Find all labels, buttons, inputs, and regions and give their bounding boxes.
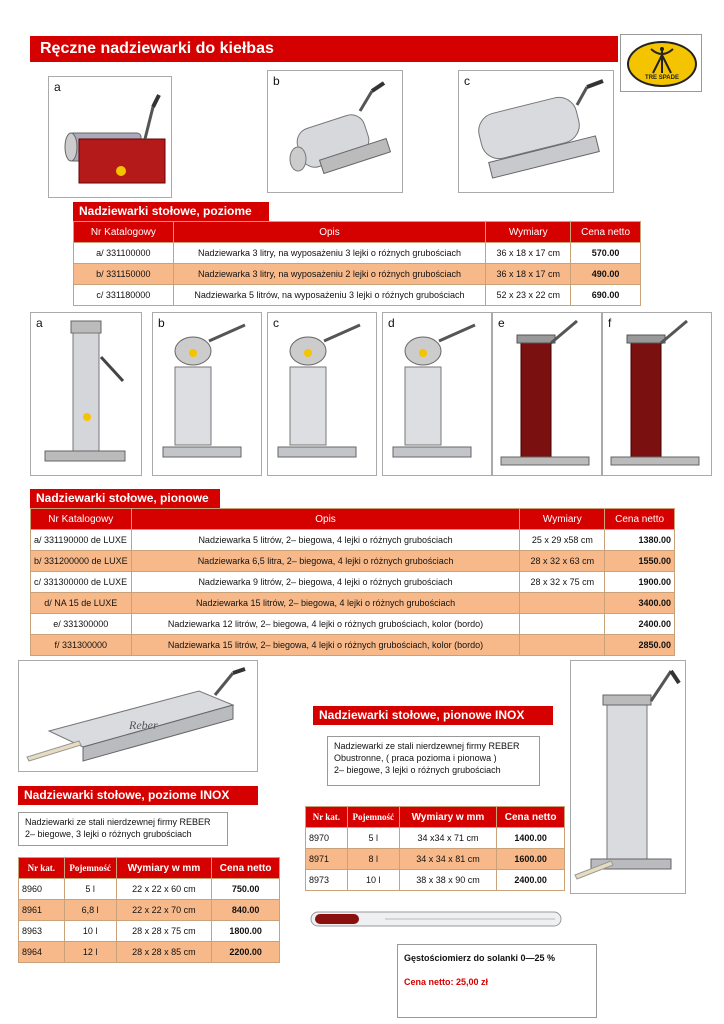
inox-vertical-table <box>305 806 565 891</box>
page-title: Ręczne nadziewarki do kiełbas <box>40 40 274 57</box>
product-photo-vertical-b <box>152 312 262 476</box>
cell-cena: 2400.00 <box>497 870 565 891</box>
table-row <box>31 593 675 614</box>
header-nr: Nr kat. <box>19 858 65 879</box>
brand-logo <box>620 34 702 92</box>
cell-nr: 8961 <box>19 900 65 921</box>
product-photo-vertical-c <box>267 312 377 476</box>
cell-pojemnosc: 6,8 l <box>64 900 116 921</box>
table-row <box>19 900 280 921</box>
inox-horizontal-stuffer-icon <box>19 661 257 771</box>
hydrometer-photo <box>305 900 567 940</box>
cell-wymiary: 28 x 28 x 75 cm <box>116 921 212 942</box>
section-title-horizontal: Nadziewarki stołowe, poziome <box>73 202 269 221</box>
hydrometer-title: Gęstościomierz do solanki 0—25 % <box>404 953 556 963</box>
cell-cena: 750.00 <box>212 879 280 900</box>
cell-wymiary: 28 x 28 x 85 cm <box>116 942 212 963</box>
photo-label: b <box>158 316 165 330</box>
table-row <box>31 530 675 551</box>
header-wymiary: Wymiary <box>520 509 605 530</box>
table-row <box>74 285 641 306</box>
cell-wymiary: 28 x 32 x 75 cm <box>520 572 605 593</box>
horizontal-stuffer-red-icon <box>49 77 171 197</box>
cell-nr: c/ 331300000 de LUXE <box>31 572 132 593</box>
cell-nr: 8970 <box>306 828 348 849</box>
swords-icon <box>643 45 681 75</box>
table-row <box>31 572 675 593</box>
photo-label: f <box>608 316 612 330</box>
inox-horizontal-description <box>18 812 228 846</box>
cell-wymiary <box>520 614 605 635</box>
desc-line: Nadziewarki ze stali nierdzewnej firmy REBER <box>25 817 211 827</box>
product-photo-vertical-e <box>492 312 602 476</box>
cell-cena: 1400.00 <box>497 828 565 849</box>
table-header-row <box>31 509 675 530</box>
cell-wymiary: 22 x 22 x 70 cm <box>116 900 212 921</box>
cell-opis: Nadziewarka 5 litrów, 2– biegowa, 4 lejki o różnych grubościach <box>131 530 520 551</box>
cell-opis: Nadziewarka 6,5 litra, 2– biegowa, 4 lejki o różnych grubościach <box>131 551 520 572</box>
product-photo-vertical-d <box>382 312 492 476</box>
desc-line: 2– biegowe, 3 lejki o różnych grubościach <box>25 829 192 839</box>
cell-cena: 570.00 <box>571 243 641 264</box>
inox-vertical-description <box>327 736 540 786</box>
horizontal-table <box>73 221 641 306</box>
cell-nr: 8964 <box>19 942 65 963</box>
cell-nr: a/ 331100000 <box>74 243 174 264</box>
logo-text: TRE SPADE <box>645 75 679 81</box>
cell-cena: 1900.00 <box>605 572 675 593</box>
table-row <box>74 243 641 264</box>
table-row <box>19 879 280 900</box>
cell-nr: b/ 331200000 de LUXE <box>31 551 132 572</box>
cell-wymiary <box>520 593 605 614</box>
cell-opis: Nadziewarka 15 litrów, 2– biegowa, 4 lejki o różnych grubościach, kolor (bordo) <box>131 635 520 656</box>
photo-label: a <box>54 80 61 94</box>
cell-cena: 1600.00 <box>497 849 565 870</box>
desc-line: 2– biegowe, 3 lejki o różnych grubościach <box>334 765 501 775</box>
photo-label: b <box>273 74 280 88</box>
table-row <box>19 942 280 963</box>
section-title-vertical: Nadziewarki stołowe, pionowe <box>30 489 220 508</box>
product-photo-horizontal-a <box>48 76 172 198</box>
header-wymiary: Wymiary <box>486 222 571 243</box>
hydrometer-icon <box>305 900 567 940</box>
vertical-stuffer-bordo-icon <box>603 313 711 475</box>
table-header-row <box>19 858 280 879</box>
cell-pojemnosc: 12 l <box>64 942 116 963</box>
vertical-stuffer-icon <box>153 313 261 475</box>
cell-cena: 2200.00 <box>212 942 280 963</box>
cell-nr: b/ 331150000 <box>74 264 174 285</box>
cell-pojemnosc: 10 l <box>64 921 116 942</box>
cell-cena: 3400.00 <box>605 593 675 614</box>
cell-cena: 840.00 <box>212 900 280 921</box>
cell-pojemnosc: 8 l <box>347 849 399 870</box>
cell-cena: 1380.00 <box>605 530 675 551</box>
header-opis: Opis <box>173 222 486 243</box>
header-pojemnosc: Pojemność <box>64 858 116 879</box>
cell-cena: 2850.00 <box>605 635 675 656</box>
cell-cena: 2400.00 <box>605 614 675 635</box>
vertical-stuffer-steel-icon <box>31 313 141 475</box>
brand-text-on-photo: Reber <box>129 718 158 732</box>
product-photo-vertical-a <box>30 312 142 476</box>
header-cena: Cena netto <box>571 222 641 243</box>
desc-line: Obustronne, ( praca pozioma i pionowa ) <box>334 753 497 763</box>
cell-opis: Nadziewarka 3 litry, na wyposażeniu 2 lejki o różnych grubościach <box>173 264 486 285</box>
table-row <box>74 264 641 285</box>
horizontal-stuffer-steel-icon <box>268 71 402 192</box>
product-photo-horizontal-b <box>267 70 403 193</box>
table-row <box>19 921 280 942</box>
cell-nr: 8963 <box>19 921 65 942</box>
header-wymiary: Wymiary w mm <box>116 858 212 879</box>
cell-wymiary: 25 x 29 x58 cm <box>520 530 605 551</box>
header-pojemnosc: Pojemność <box>347 807 399 828</box>
table-row <box>31 614 675 635</box>
table-row <box>31 635 675 656</box>
horizontal-stuffer-large-icon <box>459 71 613 192</box>
cell-wymiary: 34 x 34 x 81 cm <box>399 849 497 870</box>
product-photo-inox-vertical <box>570 660 686 894</box>
cell-nr: e/ 331300000 <box>31 614 132 635</box>
cell-cena: 490.00 <box>571 264 641 285</box>
product-photo-horizontal-c <box>458 70 614 193</box>
table-header-row <box>74 222 641 243</box>
photo-label: a <box>36 316 43 330</box>
photo-label: c <box>273 316 279 330</box>
photo-label: c <box>464 74 470 88</box>
table-row <box>31 551 675 572</box>
table-row <box>306 828 565 849</box>
cell-nr: c/ 331180000 <box>74 285 174 306</box>
cell-pojemnosc: 5 l <box>347 828 399 849</box>
cell-opis: Nadziewarka 12 litrów, 2– biegowa, 4 lejki o różnych grubościach, kolor (bordo) <box>131 614 520 635</box>
cell-opis: Nadziewarka 15 litrów, 2– biegowa, 4 lejki o różnych grubościach <box>131 593 520 614</box>
section-title-inox-horizontal: Nadziewarki stołowe, poziome INOX <box>18 786 258 805</box>
photo-label: e <box>498 316 505 330</box>
cell-nr: 8971 <box>306 849 348 870</box>
cell-opis: Nadziewarka 9 litrów, 2– biegowa, 4 lejki o różnych grubościach <box>131 572 520 593</box>
table-row <box>306 849 565 870</box>
cell-pojemnosc: 10 l <box>347 870 399 891</box>
cell-cena: 690.00 <box>571 285 641 306</box>
header-wymiary: Wymiary w mm <box>399 807 497 828</box>
product-photo-vertical-f <box>602 312 712 476</box>
vertical-stuffer-icon <box>383 313 491 475</box>
header-nr: Nr Katalogowy <box>31 509 132 530</box>
cell-nr: 8973 <box>306 870 348 891</box>
cell-nr: 8960 <box>19 879 65 900</box>
hydrometer-price: Cena netto: 25,00 zł <box>404 977 489 987</box>
header-opis: Opis <box>131 509 520 530</box>
cell-wymiary: 52 x 23 x 22 cm <box>486 285 571 306</box>
cell-nr: a/ 331190000 de LUXE <box>31 530 132 551</box>
header-cena: Cena netto <box>212 858 280 879</box>
desc-line: Nadziewarki ze stali nierdzewnej firmy REBER <box>334 741 520 751</box>
cell-cena: 1550.00 <box>605 551 675 572</box>
cell-nr: d/ NA 15 de LUXE <box>31 593 132 614</box>
vertical-table <box>30 508 675 656</box>
hydrometer-box <box>397 944 597 1018</box>
section-title-inox-vertical: Nadziewarki stołowe, pionowe INOX <box>313 706 553 725</box>
cell-wymiary: 28 x 32 x 63 cm <box>520 551 605 572</box>
cell-wymiary: 36 x 18 x 17 cm <box>486 243 571 264</box>
cell-opis: Nadziewarka 5 litrów, na wyposażeniu 3 lejki o różnych grubościach <box>173 285 486 306</box>
photo-label: d <box>388 316 395 330</box>
cell-wymiary: 36 x 18 x 17 cm <box>486 264 571 285</box>
inox-horizontal-table <box>18 857 280 963</box>
vertical-stuffer-icon <box>268 313 376 475</box>
header-nr: Nr kat. <box>306 807 348 828</box>
page-header-bar <box>30 36 618 62</box>
cell-wymiary <box>520 635 605 656</box>
cell-wymiary: 22 x 22 x 60 cm <box>116 879 212 900</box>
cell-wymiary: 34 x34 x 71 cm <box>399 828 497 849</box>
table-row <box>306 870 565 891</box>
product-photo-inox-horizontal <box>18 660 258 772</box>
cell-wymiary: 38 x 38 x 90 cm <box>399 870 497 891</box>
cell-nr: f/ 331300000 <box>31 635 132 656</box>
vertical-stuffer-bordo-icon <box>493 313 601 475</box>
cell-pojemnosc: 5 l <box>64 879 116 900</box>
cell-opis: Nadziewarka 3 litry, na wyposażeniu 3 lejki o różnych grubościach <box>173 243 486 264</box>
cell-cena: 1800.00 <box>212 921 280 942</box>
header-cena: Cena netto <box>605 509 675 530</box>
table-header-row <box>306 807 565 828</box>
inox-vertical-stuffer-icon <box>571 661 685 893</box>
header-cena: Cena netto <box>497 807 565 828</box>
header-nr: Nr Katalogowy <box>74 222 174 243</box>
